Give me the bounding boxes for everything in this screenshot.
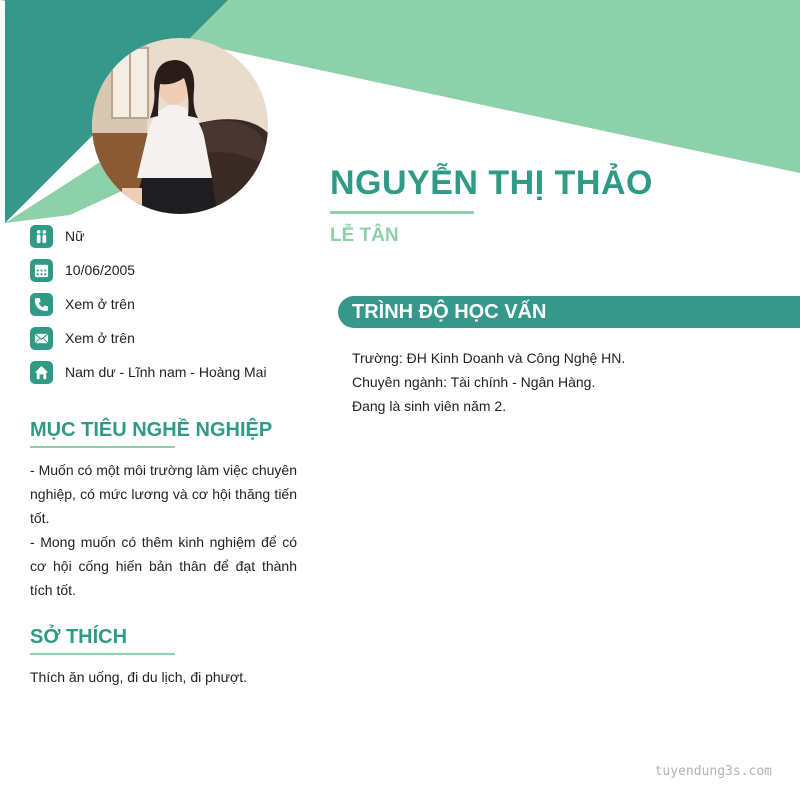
career-objective-text: - Muốn có một môi trường làm việc chuyên nghiệp, có mức lương và cơ hội thăng tiến tốt. - Mong muốn có thêm kinh nghiệm để có cơ hội cống hiến bản thân để đạt thành tích tốt.: [30, 462, 297, 598]
mail-icon: [30, 327, 53, 350]
personal-info-list: [30, 224, 267, 394]
hobbies-underline: [30, 653, 175, 655]
info-address: [30, 360, 267, 384]
calendar-icon: [30, 259, 53, 282]
education-title: TRÌNH ĐỘ HỌC VẤN: [352, 301, 547, 323]
info-text: Xem ở trên: [65, 296, 135, 312]
info-email: [30, 326, 267, 350]
profile-photo: [92, 38, 268, 214]
phone-icon: [30, 293, 53, 316]
name-underline: [330, 211, 474, 214]
info-text: Nam dư - Lĩnh nam - Hoàng Mai: [65, 364, 267, 380]
hobbies-title: SỞ THÍCH: [30, 626, 128, 648]
education-banner: [338, 296, 800, 328]
candidate-position: LỄ TÂN: [330, 225, 399, 246]
hobbies-text: Thích ăn uống, đi du lịch, đi phượt.: [30, 669, 248, 685]
education-major: Chuyên ngành: Tài chính - Ngân Hàng.: [352, 374, 596, 390]
watermark-text: tuyendung3s.com: [654, 764, 772, 779]
info-text: 10/06/2005: [65, 262, 136, 278]
education-list: [352, 346, 625, 418]
info-phone: [30, 292, 267, 316]
gender-icon: [30, 225, 53, 248]
info-birthday: [30, 258, 267, 282]
info-text: Xem ở trên: [65, 330, 135, 346]
education-status: Đang là sinh viên năm 2.: [352, 398, 507, 414]
candidate-name: NGUYỄN THỊ THẢO: [330, 164, 653, 202]
info-gender: [30, 224, 267, 248]
info-text: Nữ: [65, 228, 85, 244]
career-objective-underline: [30, 446, 175, 448]
career-objective-title: MỤC TIÊU NGHỀ NGHIỆP: [30, 419, 273, 441]
home-icon: [30, 361, 53, 384]
education-school: Trường: ĐH Kinh Doanh và Công Nghệ HN.: [352, 350, 626, 366]
